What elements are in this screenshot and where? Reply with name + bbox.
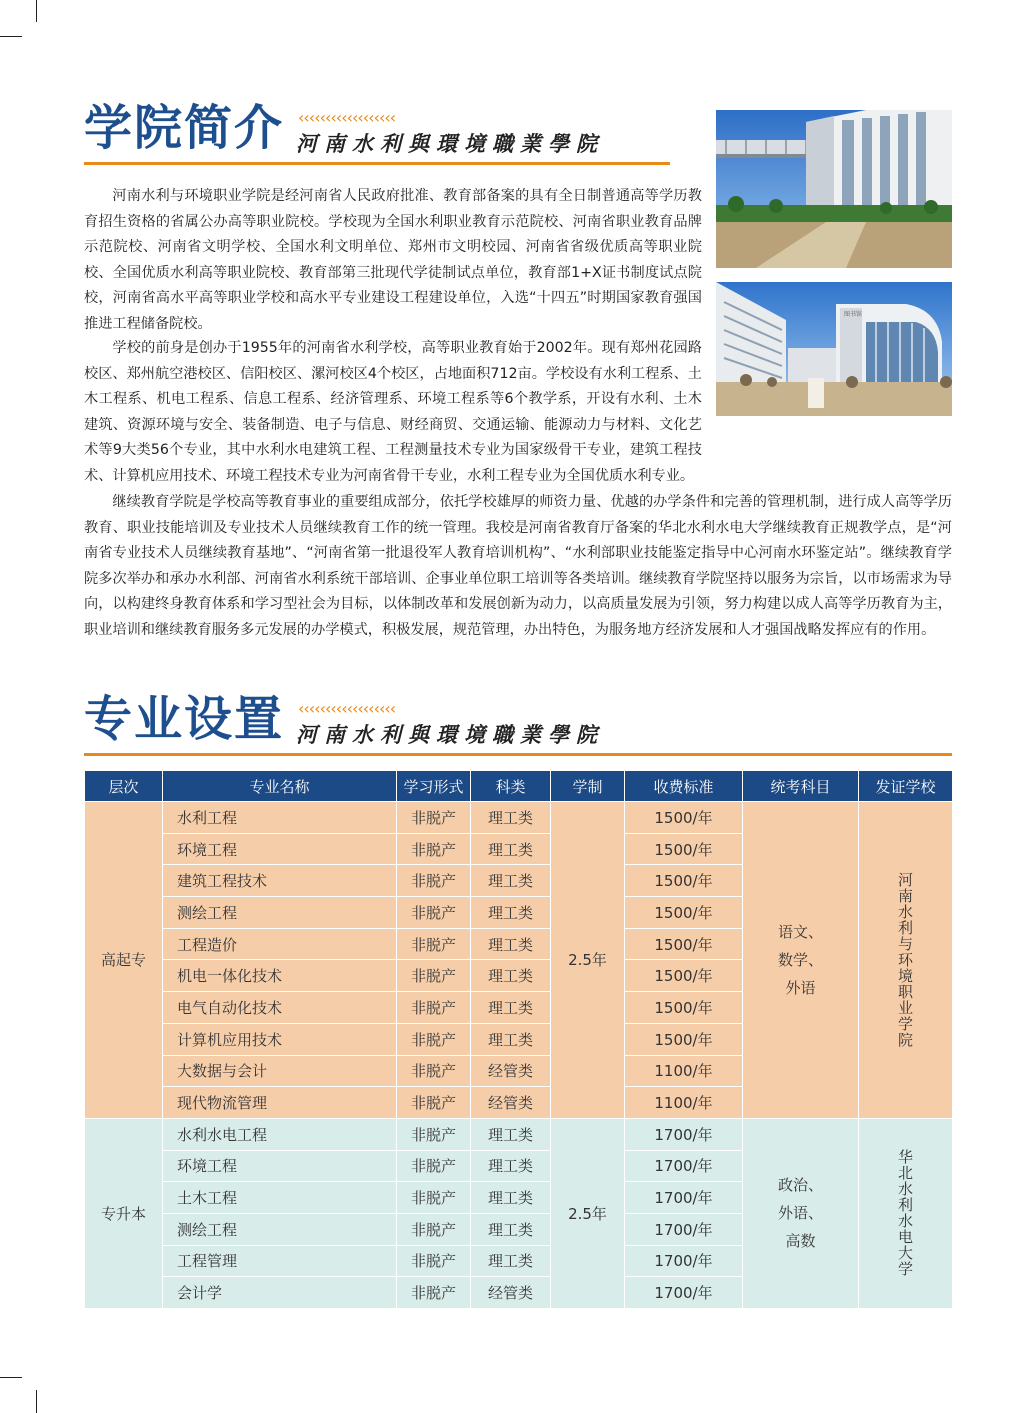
- intro-subtitle: 河南水利與環境職業學院: [296, 131, 604, 156]
- major-name: 机电一体化技术: [163, 960, 397, 992]
- issuing-school-cell: [859, 802, 953, 1119]
- fee: 1500/年: [625, 833, 743, 865]
- study-mode: 非脱产: [397, 1023, 471, 1055]
- campus-building-illustration: [716, 110, 952, 268]
- exam-subject: 外语: [785, 978, 816, 997]
- category: 经管类: [471, 1277, 551, 1309]
- issuing-school: 华北水利水电大学: [896, 1149, 914, 1278]
- header-duration: 学制: [551, 771, 625, 802]
- header-level: 层次: [85, 771, 163, 802]
- table-row: [85, 1118, 953, 1150]
- fee: 1100/年: [625, 1087, 743, 1119]
- library-building-photo: [716, 282, 952, 416]
- crop-mark-top-left-h: [0, 36, 22, 37]
- intro-title: 学院简介: [84, 100, 285, 156]
- study-mode: 非脱产: [397, 1182, 471, 1214]
- majors-title-underline: [84, 753, 952, 756]
- level-cell: 高起专: [85, 802, 163, 1119]
- category: 理工类: [471, 865, 551, 897]
- major-name: 会计学: [163, 1277, 397, 1309]
- issuing-school: 河南水利与环境职业学院: [896, 871, 914, 1048]
- header-exam-subjects: 统考科目: [743, 771, 859, 802]
- major-name: 测绘工程: [163, 897, 397, 929]
- fee: 1700/年: [625, 1213, 743, 1245]
- fee: 1500/年: [625, 897, 743, 929]
- chevron-left-row-icon: ‹‹‹‹‹‹‹‹‹‹‹‹‹‹‹‹‹‹: [298, 699, 396, 718]
- header-major-name: 专业名称: [163, 771, 397, 802]
- exam-subject: 语文、: [777, 922, 823, 941]
- majors-subtitle: 河南水利與環境職業學院: [296, 722, 604, 747]
- fee: 1700/年: [625, 1245, 743, 1277]
- crop-mark-bottom-left-h: [0, 1377, 22, 1378]
- study-mode: 非脱产: [397, 1245, 471, 1277]
- category: 理工类: [471, 1150, 551, 1182]
- major-name: 测绘工程: [163, 1213, 397, 1245]
- header-study-mode: 学习形式: [397, 771, 471, 802]
- intro-paragraph-3: 继续教育学院是学校高等教育事业的重要组成部分，依托学校雄厚的师资力量、优越的办学条件和完善的管理机制，进行成人高等学历教育、职业技能培训及专业技术人员继续教育工作的统一管理。我校是河南省教育厅备案的华北水利水电大学继续教育正规教学点，是“河南省专业技术人员继续教育基地”、“河南省第一批退役军人教育培训机构”、“水利部职业技能鉴定指导中心河南水环鉴定站”。继续教育学院多次举办和承办水利部、河南省水利系统干部培训、企事业单位职工培训等各类培训。继续教育学院坚持以服务为宗旨，以市场需求为导向，以构建终身教育体系和学习型社会为目标，以体制改革和发展创新为动力，以高质量发展为引领，努力构建以成人高等学历教育为主，职业培训和继续教育服务多元发展的办学模式，积极发展，规范管理，办出特色，为服务地方经济发展和人才强国战略发挥应有的作用。: [84, 494, 952, 638]
- study-mode: 非脱产: [397, 1118, 471, 1150]
- fee: 1500/年: [625, 802, 743, 834]
- study-mode: 非脱产: [397, 1213, 471, 1245]
- study-mode: 非脱产: [397, 928, 471, 960]
- intro-paragraph-2: 学校的前身是创办于1955年的河南省水利学校，高等职业教育始于2002年。现有郑州花园路校区、郑州航空港校区、信阳校区、漯河校区4个校区，占地面积712亩。学校设有水利工程系、土木工程系、机电工程系、信息工程系、经济管理系、环境工程系等6个教学系，开设有水利、土木建筑、资源环境与安全、装备制造、电子与信息、财经商贸、交通运输、能源动力与材料、文化艺术等9大类56个专业，其中水利水电建筑工程、工程测量技术专业为国家级骨干专业，建筑工程技术、计算机应用技术、环境工程技术专业为河南省骨干专业，水利工程专业为全国优质水利专业。: [84, 340, 702, 484]
- category: 理工类: [471, 897, 551, 929]
- category: 理工类: [471, 1213, 551, 1245]
- fee: 1500/年: [625, 865, 743, 897]
- category: 理工类: [471, 833, 551, 865]
- intro-title-underline: [84, 162, 670, 165]
- study-mode: 非脱产: [397, 865, 471, 897]
- exam-subject: 数学、: [777, 950, 823, 969]
- header-fee: 收费标准: [625, 771, 743, 802]
- exam-subject: 外语、: [777, 1204, 823, 1223]
- major-name: 水利工程: [163, 802, 397, 834]
- fee: 1700/年: [625, 1277, 743, 1309]
- study-mode: 非脱产: [397, 802, 471, 834]
- library-sign: 图书馆: [844, 311, 863, 318]
- header-issuing-school: 发证学校: [859, 771, 953, 802]
- duration-cell: 2.5年: [551, 802, 625, 1119]
- intro-paragraph-1: 河南水利与环境职业学院是经河南省人民政府批准、教育部备案的具有全日制普通高等学历教育招生资格的省属公办高等职业院校。学校现为全国水利职业教育示范院校、河南省职业教育品牌示范院校、河南省文明学校、全国水利文明单位、郑州市文明校园、河南省省级优质高等职业院校、全国优质水利高等职业院校、教育部第三批现代学徒制试点单位，教育部1+X证书制度试点院校，河南省高水平高等职业学校和高水平专业建设工程建设单位，入选“十四五”时期国家教育强国推进工程储备院校。: [84, 188, 702, 332]
- exam-subjects-cell: [743, 802, 859, 1119]
- category: 经管类: [471, 1055, 551, 1087]
- fee: 1100/年: [625, 1055, 743, 1087]
- category: 理工类: [471, 992, 551, 1024]
- crop-mark-top-left-v: [36, 0, 37, 22]
- category: 理工类: [471, 1245, 551, 1277]
- major-name: 大数据与会计: [163, 1055, 397, 1087]
- fee: 1500/年: [625, 928, 743, 960]
- major-name: 电气自动化技术: [163, 992, 397, 1024]
- chevron-left-row-icon: ‹‹‹‹‹‹‹‹‹‹‹‹‹‹‹‹‹‹: [298, 108, 396, 127]
- study-mode: 非脱产: [397, 960, 471, 992]
- study-mode: 非脱产: [397, 1087, 471, 1119]
- crop-mark-bottom-left-v: [36, 1390, 37, 1413]
- fee: 1700/年: [625, 1182, 743, 1214]
- fee: 1500/年: [625, 992, 743, 1024]
- fee: 1500/年: [625, 1023, 743, 1055]
- category: 理工类: [471, 802, 551, 834]
- category: 理工类: [471, 960, 551, 992]
- major-name: 建筑工程技术: [163, 865, 397, 897]
- study-mode: 非脱产: [397, 992, 471, 1024]
- majors-table: [84, 770, 953, 1309]
- study-mode: 非脱产: [397, 833, 471, 865]
- fee: 1700/年: [625, 1118, 743, 1150]
- issuing-school-cell: [859, 1118, 953, 1308]
- majors-title: 专业设置: [84, 691, 285, 747]
- library-building-illustration: [716, 282, 952, 416]
- duration-cell: 2.5年: [551, 1118, 625, 1308]
- category: 理工类: [471, 1182, 551, 1214]
- category: 理工类: [471, 928, 551, 960]
- study-mode: 非脱产: [397, 1277, 471, 1309]
- major-name: 工程造价: [163, 928, 397, 960]
- major-name: 现代物流管理: [163, 1087, 397, 1119]
- exam-subject: 高数: [785, 1232, 816, 1251]
- level-cell: 专升本: [85, 1118, 163, 1308]
- major-name: 环境工程: [163, 1150, 397, 1182]
- table-header-row: [85, 771, 953, 802]
- category: 理工类: [471, 1023, 551, 1055]
- major-name: 水利水电工程: [163, 1118, 397, 1150]
- header-category: 科类: [471, 771, 551, 802]
- exam-subjects-cell: [743, 1118, 859, 1308]
- study-mode: 非脱产: [397, 1055, 471, 1087]
- study-mode: 非脱产: [397, 897, 471, 929]
- table-row: [85, 802, 953, 834]
- fee: 1700/年: [625, 1150, 743, 1182]
- category: 理工类: [471, 1118, 551, 1150]
- fee: 1500/年: [625, 960, 743, 992]
- campus-building-photo: [716, 110, 952, 268]
- major-name: 工程管理: [163, 1245, 397, 1277]
- study-mode: 非脱产: [397, 1150, 471, 1182]
- category: 经管类: [471, 1087, 551, 1119]
- major-name: 土木工程: [163, 1182, 397, 1214]
- major-name: 环境工程: [163, 833, 397, 865]
- exam-subject: 政治、: [777, 1176, 823, 1195]
- major-name: 计算机应用技术: [163, 1023, 397, 1055]
